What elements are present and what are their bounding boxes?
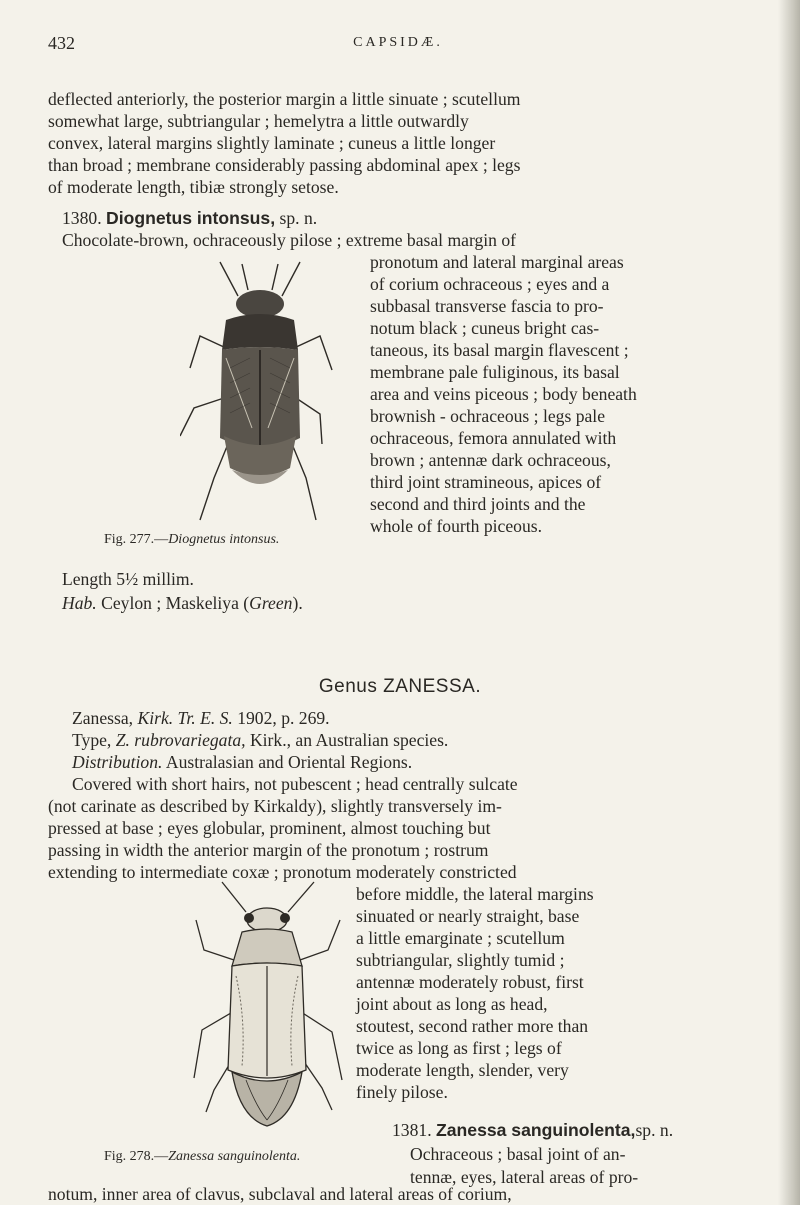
genus-description-wrap — [356, 883, 594, 1103]
species-1380-description — [370, 251, 637, 537]
genus-desc-line: (not carinate as described by Kirkaldy), slightly transversely im- — [48, 796, 502, 816]
species-status: sp. n. — [635, 1120, 674, 1140]
type-species: Z. rubrovariegata, — [115, 730, 246, 750]
description-line: tennæ, eyes, lateral areas of pro- — [410, 1167, 639, 1187]
genus-ref-name: Zanessa, — [72, 708, 134, 728]
description-line: ochraceous, femora annulated with — [370, 428, 617, 448]
description-line: area and veins piceous ; body beneath — [370, 384, 637, 404]
figure-label: Fig. 278.— — [104, 1149, 169, 1164]
type-tail: Kirk., an Australian species. — [245, 730, 449, 750]
collector-name: Green — [249, 593, 293, 613]
genus-desc-line: passing in width the anterior margin of the pronotum ; rostrum — [48, 840, 489, 860]
genus-desc-line: twice as long as first ; legs of — [356, 1038, 562, 1058]
text-line: than broad ; membrane considerably passing abdominal apex ; legs — [48, 155, 521, 175]
genus-desc-line: sinuated or nearly straight, base — [356, 906, 580, 926]
genus-ref-journal: Kirk. Tr. E. S. — [137, 708, 233, 728]
page-header — [48, 33, 748, 55]
species-status: sp. n. — [279, 208, 318, 228]
description-line: membrane pale fuliginous, its basal — [370, 362, 620, 382]
text-line: somewhat large, subtriangular ; hemelytra a little outwardly — [48, 111, 469, 131]
genus-desc-line: finely pilose. — [356, 1082, 448, 1102]
species-1380-heading — [62, 207, 516, 251]
description-line: notum, inner area of clavus, subclaval and lateral areas of corium, — [48, 1184, 512, 1204]
text-line: convex, lateral margins slightly laminate ; cuneus a little longer — [48, 133, 496, 153]
species-1381-description — [410, 1143, 625, 1165]
genus-desc-line: before middle, the lateral margins — [356, 884, 594, 904]
left-antenna — [220, 262, 238, 296]
figure-species: Diognetus intonsus. — [168, 532, 280, 547]
figure-zanessa-sanguinolenta — [176, 880, 366, 1140]
figure-label: Fig. 277.— — [104, 532, 169, 547]
description-line: pronotum and lateral marginal areas — [370, 252, 624, 272]
distribution-text: Australasian and Oriental Regions. — [162, 752, 413, 772]
hab-end: ). — [292, 593, 303, 613]
description-line: notum black ; cuneus bright cas- — [370, 318, 600, 338]
genus-ref-tail: 1902, p. 269. — [232, 708, 330, 728]
figure-278-caption — [104, 1149, 300, 1165]
genus-info — [48, 707, 518, 883]
description-line: brown ; antennæ dark ochraceous, — [370, 450, 611, 470]
hab-text: Ceylon ; Maskeliya ( — [96, 593, 250, 613]
page-number: 432 — [48, 33, 75, 53]
genus-desc-line: antennæ moderately robust, first — [356, 972, 584, 992]
species-number: 1380. — [62, 208, 102, 228]
genus-desc-line: joint about as long as head, — [356, 994, 548, 1014]
genus-desc-line: subtriangular, slightly tumid ; — [356, 950, 565, 970]
species-1381-heading — [392, 1119, 673, 1141]
page-edge-shadow — [778, 0, 800, 1205]
description-line: whole of fourth piceous. — [370, 516, 542, 536]
running-head: CAPSIDÆ. — [353, 35, 443, 50]
species-1380-measurements — [62, 568, 194, 590]
genus-desc-line: a little emarginate ; scutellum — [356, 928, 565, 948]
text-line: of moderate length, tibiæ strongly setose. — [48, 177, 339, 197]
length-line: Length 5½ millim. — [62, 569, 194, 589]
description-line: of corium ochraceous ; eyes and a — [370, 274, 610, 294]
figure-277-caption — [104, 532, 279, 548]
type-label: Type, — [72, 730, 116, 750]
right-antenna — [282, 262, 300, 296]
genus-desc-line: extending to intermediate coxæ ; pronotum moderately constricted — [48, 862, 517, 882]
intro-paragraph — [48, 88, 520, 198]
distribution-label: Distribution. — [72, 752, 163, 772]
species-1381-last-line — [48, 1183, 512, 1205]
species-number: 1381. — [392, 1120, 432, 1140]
description-line: brownish - ochraceous ; legs pale — [370, 406, 605, 426]
description-line: Chocolate-brown, ochraceously pilose ; extreme basal margin of — [62, 230, 517, 250]
text-line: deflected anteriorly, the posterior margin a little sinuate ; scutellum — [48, 89, 521, 109]
figure-diognetus-intonsus — [180, 258, 380, 528]
hab-label: Hab. — [62, 593, 97, 613]
genus-desc-line: pressed at base ; eyes globular, prominent, almost touching but — [48, 818, 491, 838]
description-line: Ochraceous ; basal joint of an- — [410, 1144, 626, 1164]
genus-desc-line: Covered with short hairs, not pubescent ; head centrally sulcate — [72, 774, 518, 794]
description-line: third joint stramineous, apices of — [370, 472, 602, 492]
figure-species: Zanessa sanguinolenta. — [168, 1149, 301, 1164]
genus-desc-line: moderate length, slender, very — [356, 1060, 569, 1080]
genus-desc-line: stoutest, second rather more than — [356, 1016, 589, 1036]
description-line: taneous, its basal margin flavescent ; — [370, 340, 629, 360]
genus-heading: Genus ZANESSA. — [318, 676, 482, 697]
description-line: second and third joints and the — [370, 494, 586, 514]
description-line: subbasal transverse fascia to pro- — [370, 296, 604, 316]
species-name: Zanessa sanguinolenta, — [436, 1120, 636, 1140]
species-1380-habitat — [62, 592, 303, 614]
species-name: Diognetus intonsus, — [106, 208, 276, 228]
